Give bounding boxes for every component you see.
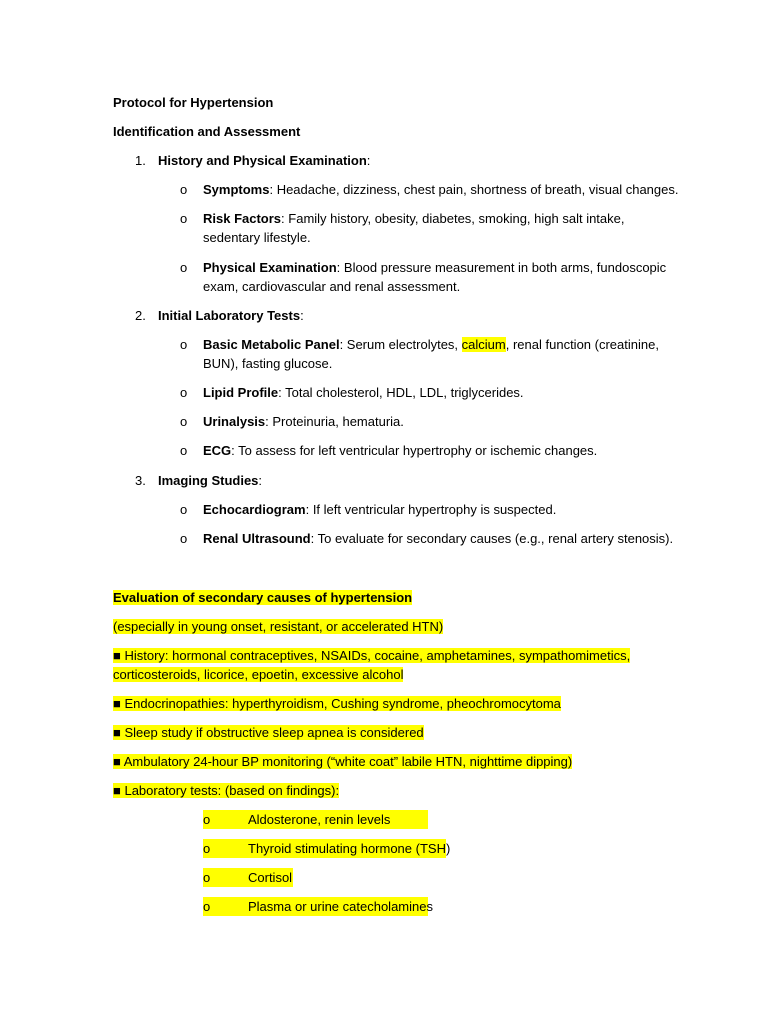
section-heading-identification: Identification and Assessment — [113, 124, 301, 139]
item-suffix: : — [366, 153, 371, 168]
sub-bullet-continuation: sedentary lifestyle. — [203, 230, 311, 245]
bullet-continuation: corticosteroids, licorice, epoetin, excessive alcohol — [113, 667, 404, 682]
term: Urinalysis — [203, 414, 266, 429]
lab-list-item — [203, 897, 433, 916]
term: ECG — [203, 443, 232, 458]
bullet-item — [113, 646, 630, 665]
sub-bullet-marker: o — [180, 443, 188, 458]
square-bullet-icon: ■ — [113, 648, 121, 663]
term: Risk Factors — [203, 211, 282, 226]
list-number: 3. — [135, 473, 146, 488]
term: Echocardiogram — [203, 502, 306, 517]
sub-bullet-marker: o — [180, 182, 188, 197]
term-text: : To evaluate for secondary causes (e.g., renal artery stenosis). — [310, 531, 674, 546]
section-subheading: (especially in young onset, resistant, or accelerated HTN) — [113, 619, 444, 634]
bullet-text: Laboratory tests: (based on findings): — [120, 783, 340, 798]
item-label: History and Physical Examination — [158, 153, 367, 168]
sub-bullet — [203, 412, 404, 431]
lab-text: Cortisol — [248, 870, 293, 885]
section-heading-secondary-causes: Evaluation of secondary causes of hypertension — [113, 590, 413, 605]
bullet-text: Sleep study if obstructive sleep apnea is considered — [120, 725, 424, 740]
sub-bullet — [203, 335, 659, 354]
bullet-text: Endocrinopathies: hyperthyroidism, Cushing syndrome, pheochromocytoma — [120, 696, 561, 711]
term-text: : If left ventricular hypertrophy is suspected. — [305, 502, 557, 517]
bullet-text: History: hormonal contraceptives, NSAIDs, cocaine, amphetamines, sympathomimetics, — [120, 648, 631, 663]
list-item-heading — [158, 306, 304, 325]
term-text: , renal function (creatinine, — [505, 337, 659, 352]
term: Symptoms — [203, 182, 270, 197]
lab-list-item — [203, 810, 428, 829]
list-number: 2. — [135, 308, 146, 323]
lab-list-item — [203, 839, 451, 858]
sub-bullet — [203, 500, 556, 519]
sub-bullet-continuation: BUN), fasting glucose. — [203, 356, 333, 371]
term-text: : To assess for left ventricular hypertrophy or ischemic changes. — [231, 443, 598, 458]
sub-bullet — [203, 383, 524, 402]
list-item-heading — [158, 151, 370, 170]
sub-bullet — [203, 441, 597, 460]
sub-bullet-marker: o — [180, 260, 188, 275]
lab-text: Aldosterone, renin levels — [248, 812, 391, 827]
item-label: Imaging Studies — [158, 473, 259, 488]
list-number: 1. — [135, 153, 146, 168]
bullet-item — [113, 752, 572, 771]
lab-marker: o — [203, 870, 211, 885]
highlighted-word: calcium — [461, 337, 506, 352]
bullet-item — [113, 723, 424, 742]
square-bullet-icon: ■ — [113, 696, 121, 711]
sub-bullet-marker: o — [180, 211, 188, 226]
sub-bullet — [203, 258, 666, 277]
square-bullet-icon: ■ — [113, 725, 121, 740]
list-item-heading — [158, 471, 262, 490]
sub-bullet-marker: o — [180, 337, 188, 352]
term: Renal Ultrasound — [203, 531, 311, 546]
bullet-text: Ambulatory 24-hour BP monitoring (“white coat” labile HTN, nighttime dipping) — [120, 754, 573, 769]
item-label: Initial Laboratory Tests — [158, 308, 301, 323]
lab-marker: o — [203, 899, 211, 914]
document-title: Protocol for Hypertension — [113, 95, 274, 110]
sub-bullet — [203, 180, 678, 199]
item-suffix: : — [258, 473, 263, 488]
lab-list-item — [203, 868, 293, 887]
lab-marker: o — [203, 812, 211, 827]
term: Physical Examination — [203, 260, 337, 275]
term-text: : Serum electrolytes, — [339, 337, 462, 352]
square-bullet-icon: ■ — [113, 783, 121, 798]
term-text: : Total cholesterol, HDL, LDL, triglycerides. — [278, 385, 524, 400]
sub-bullet — [203, 529, 673, 548]
sub-bullet-marker: o — [180, 531, 188, 546]
term-text: : Proteinuria, hematuria. — [265, 414, 404, 429]
term: Basic Metabolic Panel — [203, 337, 340, 352]
square-bullet-icon: ■ — [113, 754, 121, 769]
item-suffix: : — [300, 308, 304, 323]
sub-bullet-marker: o — [180, 414, 188, 429]
sub-bullet-continuation: exam, cardiovascular and renal assessment. — [203, 279, 461, 294]
lab-text: Thyroid stimulating hormone (TSH) — [248, 841, 451, 856]
bullet-item — [113, 781, 339, 800]
lab-marker: o — [203, 841, 211, 856]
term: Lipid Profile — [203, 385, 279, 400]
sub-bullet — [203, 209, 625, 228]
term-text: : Blood pressure measurement in both arms, fundoscopic — [336, 260, 667, 275]
term-text: : Family history, obesity, diabetes, smoking, high salt intake, — [281, 211, 625, 226]
sub-bullet-marker: o — [180, 385, 188, 400]
lab-text: Plasma or urine catecholamines — [248, 899, 433, 914]
bullet-item — [113, 694, 561, 713]
sub-bullet-marker: o — [180, 502, 188, 517]
term-text: : Headache, dizziness, chest pain, shortness of breath, visual changes. — [269, 182, 679, 197]
